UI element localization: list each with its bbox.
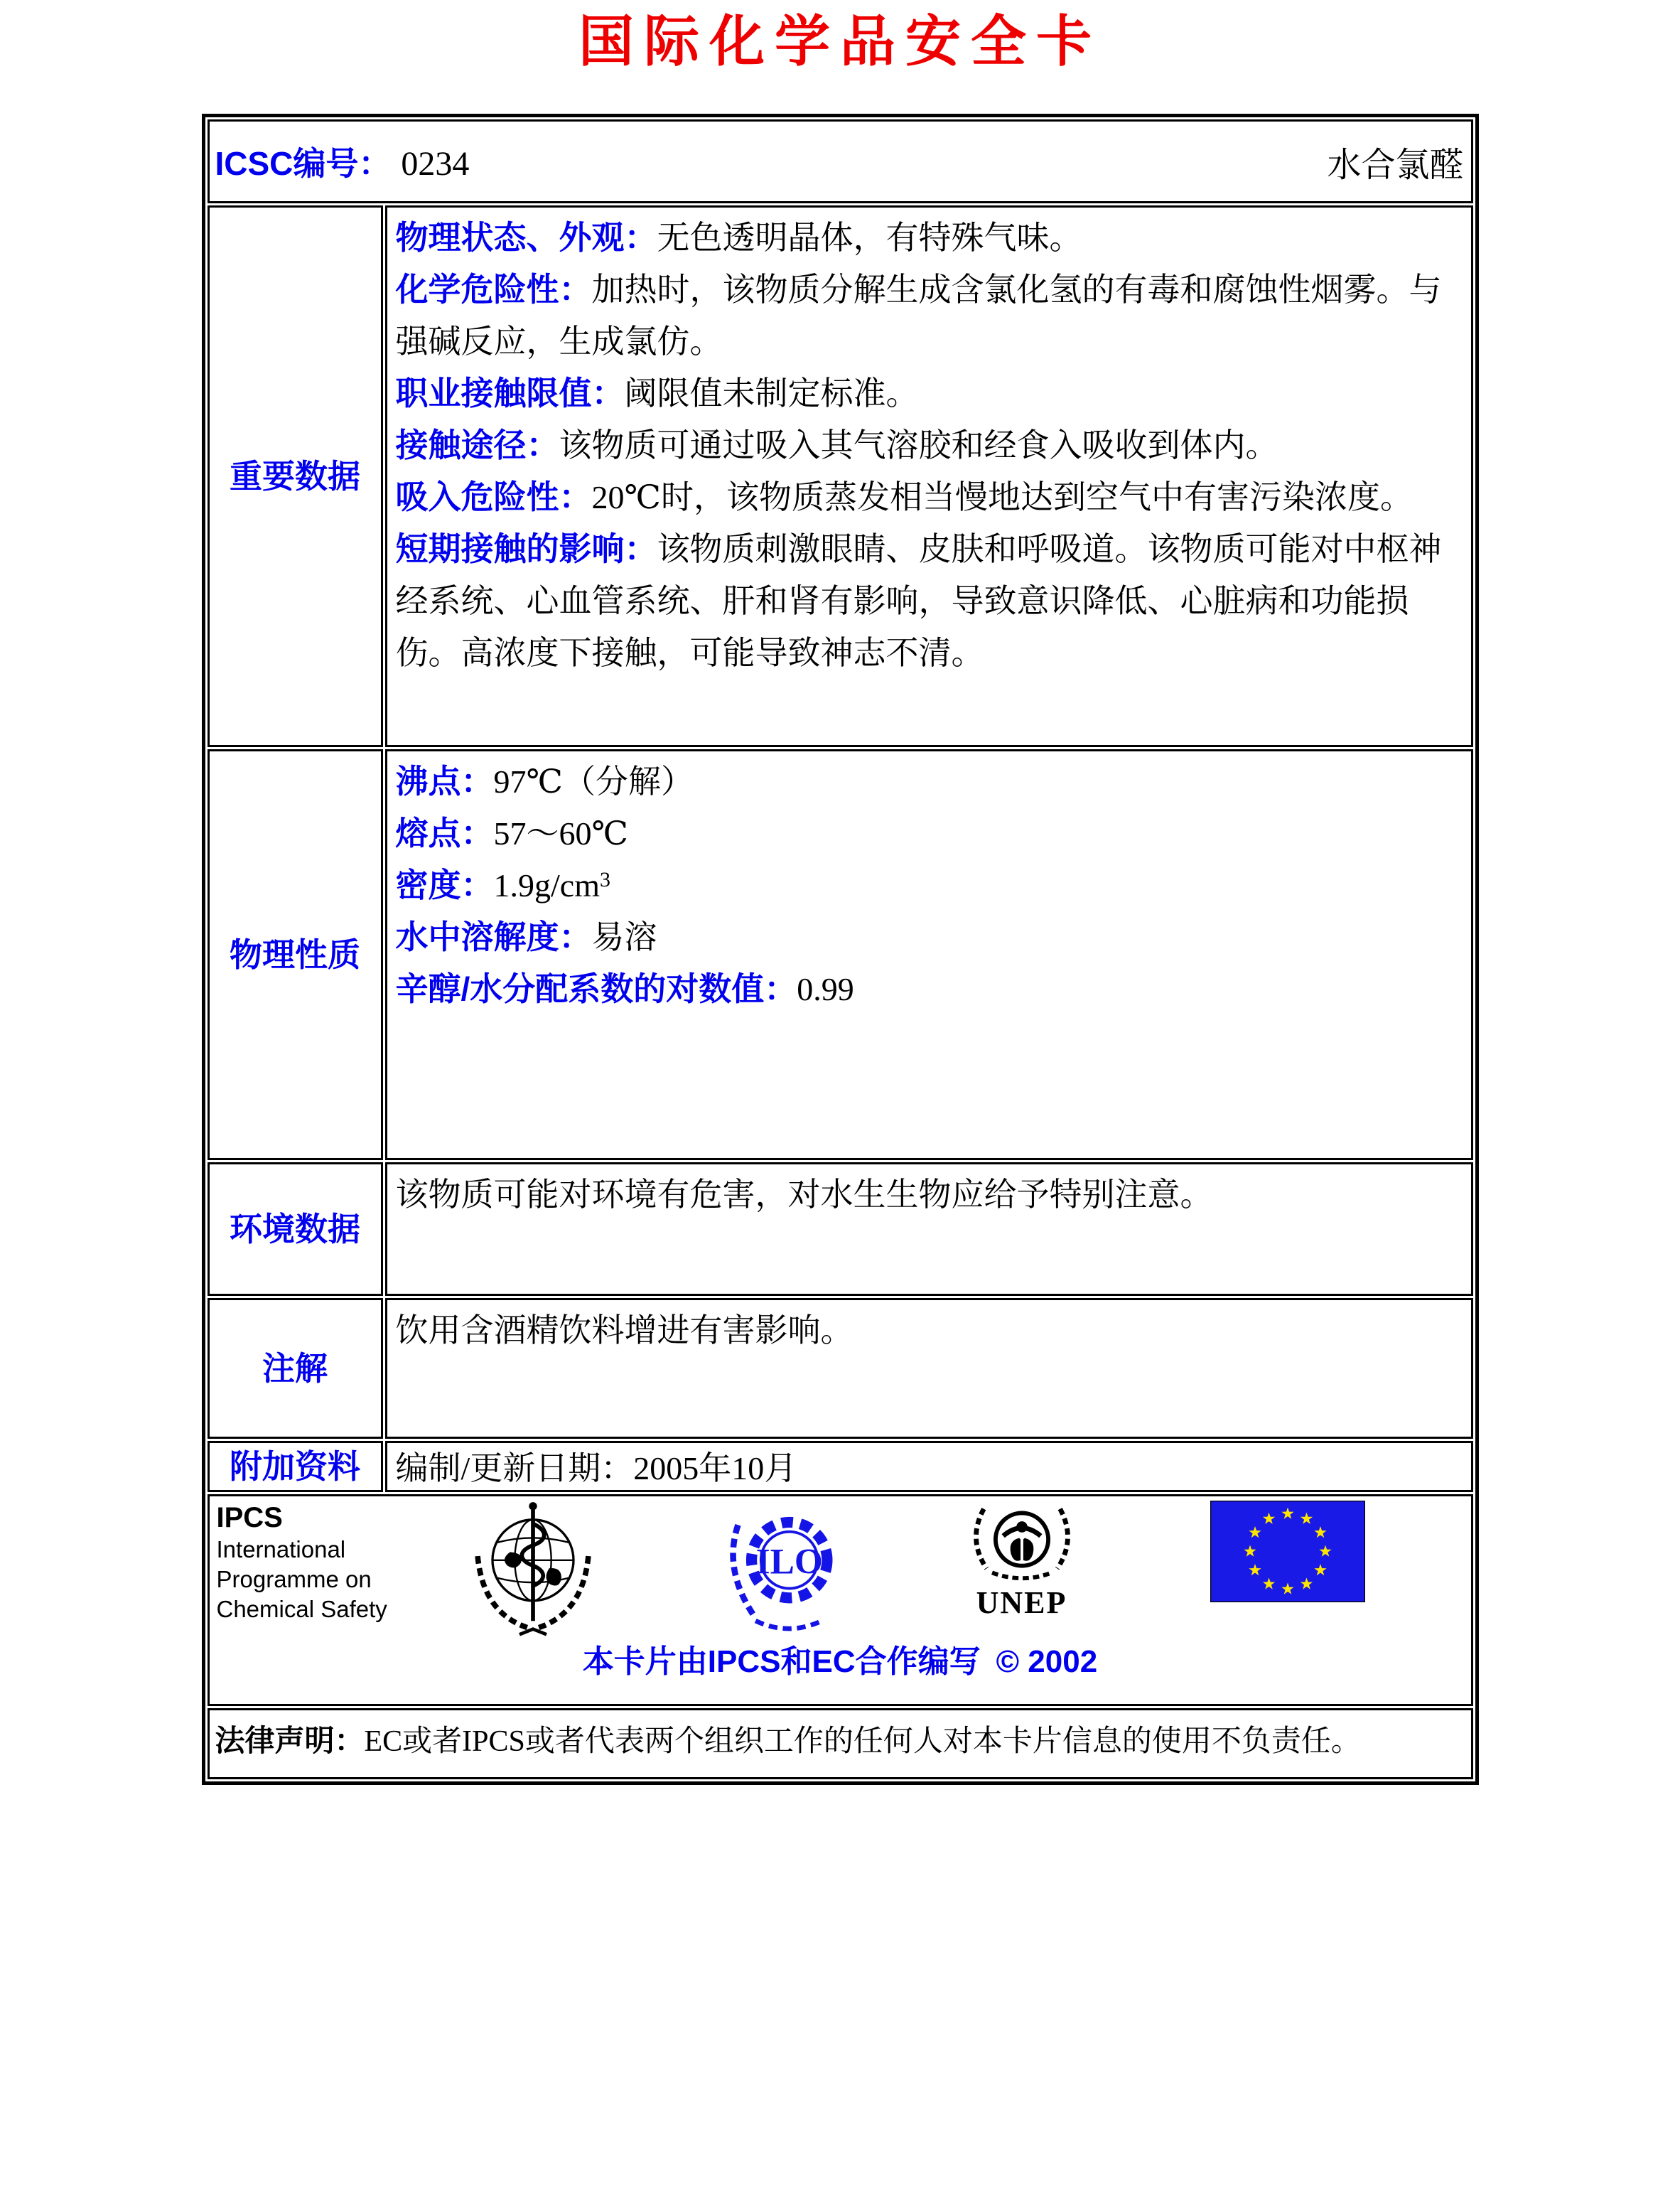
logos-cell (208, 1494, 1473, 1706)
field-value: 阈限值未制定标准。 (624, 375, 919, 412)
important-item (396, 419, 1461, 471)
icsc-card-page (0, 7, 1680, 2193)
legal-label: 法律声明： (215, 1724, 365, 1757)
important-item (396, 368, 1461, 419)
icsc-number-group (215, 138, 470, 185)
field-label: 吸入危险性： (395, 478, 592, 515)
notes-content-cell (385, 1298, 1473, 1439)
logos-row (208, 1494, 1473, 1706)
notes-text: 饮用含酒精饮料增进有害影响。 (395, 1312, 854, 1348)
physical-properties-label-cell (208, 749, 383, 1160)
section-label-notes: 注解 (262, 1350, 328, 1387)
field-value: 20℃时，该物质蒸发相当慢地达到空气中有害污染浓度。 (591, 479, 1413, 515)
important-item (396, 212, 1461, 264)
field-label: 水中溶解度： (395, 918, 592, 955)
additional-info-label-cell (208, 1441, 383, 1492)
field-value: 无色透明晶体，有特殊气味。 (657, 220, 1082, 256)
caption-text: 本卡片由IPCS和EC合作编写 (582, 1644, 981, 1679)
ipcs-title: IPCS (216, 1502, 283, 1533)
header-row (208, 119, 1473, 203)
physical-item (396, 756, 1461, 808)
legal-cell (208, 1708, 1473, 1779)
ipcs-block (217, 1501, 387, 1624)
section-label-environment: 环境数据 (230, 1211, 360, 1248)
important-item (396, 523, 1461, 679)
notes-row (208, 1298, 1473, 1439)
environment-text: 该物质可能对环境有危害，对水生生物应给予特别注意。 (395, 1176, 1213, 1213)
ipcs-subtitle-line: International (216, 1536, 346, 1562)
field-label: 物理状态、外观： (395, 219, 657, 256)
field-label: 沸点： (395, 763, 494, 800)
legal-row (208, 1708, 1473, 1779)
field-value: 易溶 (591, 919, 657, 955)
additional-info-content-cell (385, 1441, 1473, 1492)
field-label: 密度： (395, 867, 494, 904)
field-label: 熔点： (395, 815, 494, 852)
section-label-important: 重要数据 (230, 458, 360, 495)
physical-item (396, 963, 1461, 1015)
page-title: 国际化学品安全卡 (578, 10, 1102, 73)
physical-properties-content-cell (385, 749, 1473, 1160)
important-data-label-cell (208, 205, 383, 747)
copyright-text: © 2002 (996, 1644, 1098, 1679)
notes-label-cell (208, 1298, 383, 1439)
ipcs-subtitle-line: Chemical Safety (216, 1596, 387, 1622)
field-value: 57～60℃ (493, 815, 628, 852)
physical-properties-row (208, 749, 1473, 1160)
field-value: 该物质刺激眼睛、皮肤和呼吸道。该物质可能对中枢神经系统、心血管系统、肝和肾有影响，导致意识降低、心脏病和功能损伤。高浓度下接触，可能导致神志不清。 (395, 531, 1442, 671)
field-label: 接触途径： (395, 427, 559, 463)
cooperation-caption (210, 1636, 1471, 1681)
ipcs-subtitle-line: Programme on (216, 1566, 372, 1592)
important-data-content-cell (385, 205, 1473, 747)
environmental-data-content-cell (385, 1162, 1473, 1296)
icsc-number-label: ICSC编号： (215, 145, 392, 182)
field-value: 0.99 (797, 971, 854, 1007)
field-value: 该物质可通过吸入其气溶胶和经食入吸收到体内。 (559, 427, 1278, 463)
chemical-name: 水合氯醛 (1327, 146, 1464, 184)
ilo-emblem-icon (718, 1498, 853, 1644)
environmental-data-row (208, 1162, 1473, 1296)
density-superscript: 3 (599, 868, 610, 891)
important-data-row (208, 205, 1473, 747)
who-emblem-icon (465, 1498, 601, 1647)
additional-info-row (208, 1441, 1473, 1492)
icsc-number-value: 0234 (401, 145, 470, 183)
field-label: 化学危险性： (395, 271, 592, 308)
environmental-data-label-cell (208, 1162, 383, 1296)
physical-item (396, 808, 1461, 859)
unep-emblem-icon (962, 1498, 1082, 1619)
important-item (396, 264, 1461, 368)
field-label: 短期接触的影响： (395, 530, 657, 567)
section-label-physical: 物理性质 (230, 936, 360, 973)
eu-flag-icon (1210, 1501, 1365, 1606)
field-value: 97℃（分解） (493, 763, 694, 800)
additional-info-text: 编制/更新日期：2005年10月 (395, 1450, 797, 1486)
field-label: 职业接触限值： (395, 375, 625, 412)
field-label: 辛醇/水分配系数的对数值： (395, 970, 797, 1007)
header-cell (208, 119, 1473, 203)
important-item (396, 471, 1461, 523)
ilo-letters: ILO (755, 1541, 823, 1582)
physical-item (396, 911, 1461, 963)
legal-text: EC或者IPCS或者代表两个组织工作的任何人对本卡片信息的使用不负责任。 (364, 1725, 1361, 1758)
unep-label: UNEP (976, 1585, 1067, 1620)
section-label-additional: 附加资料 (230, 1448, 360, 1485)
field-value: 1.9g/cm (493, 867, 600, 904)
physical-item (396, 859, 1461, 911)
icsc-table (202, 114, 1479, 1785)
field-value: 加热时，该物质分解生成含氯化氢的有毒和腐蚀性烟雾。与强碱反应，生成氯仿。 (395, 272, 1442, 360)
